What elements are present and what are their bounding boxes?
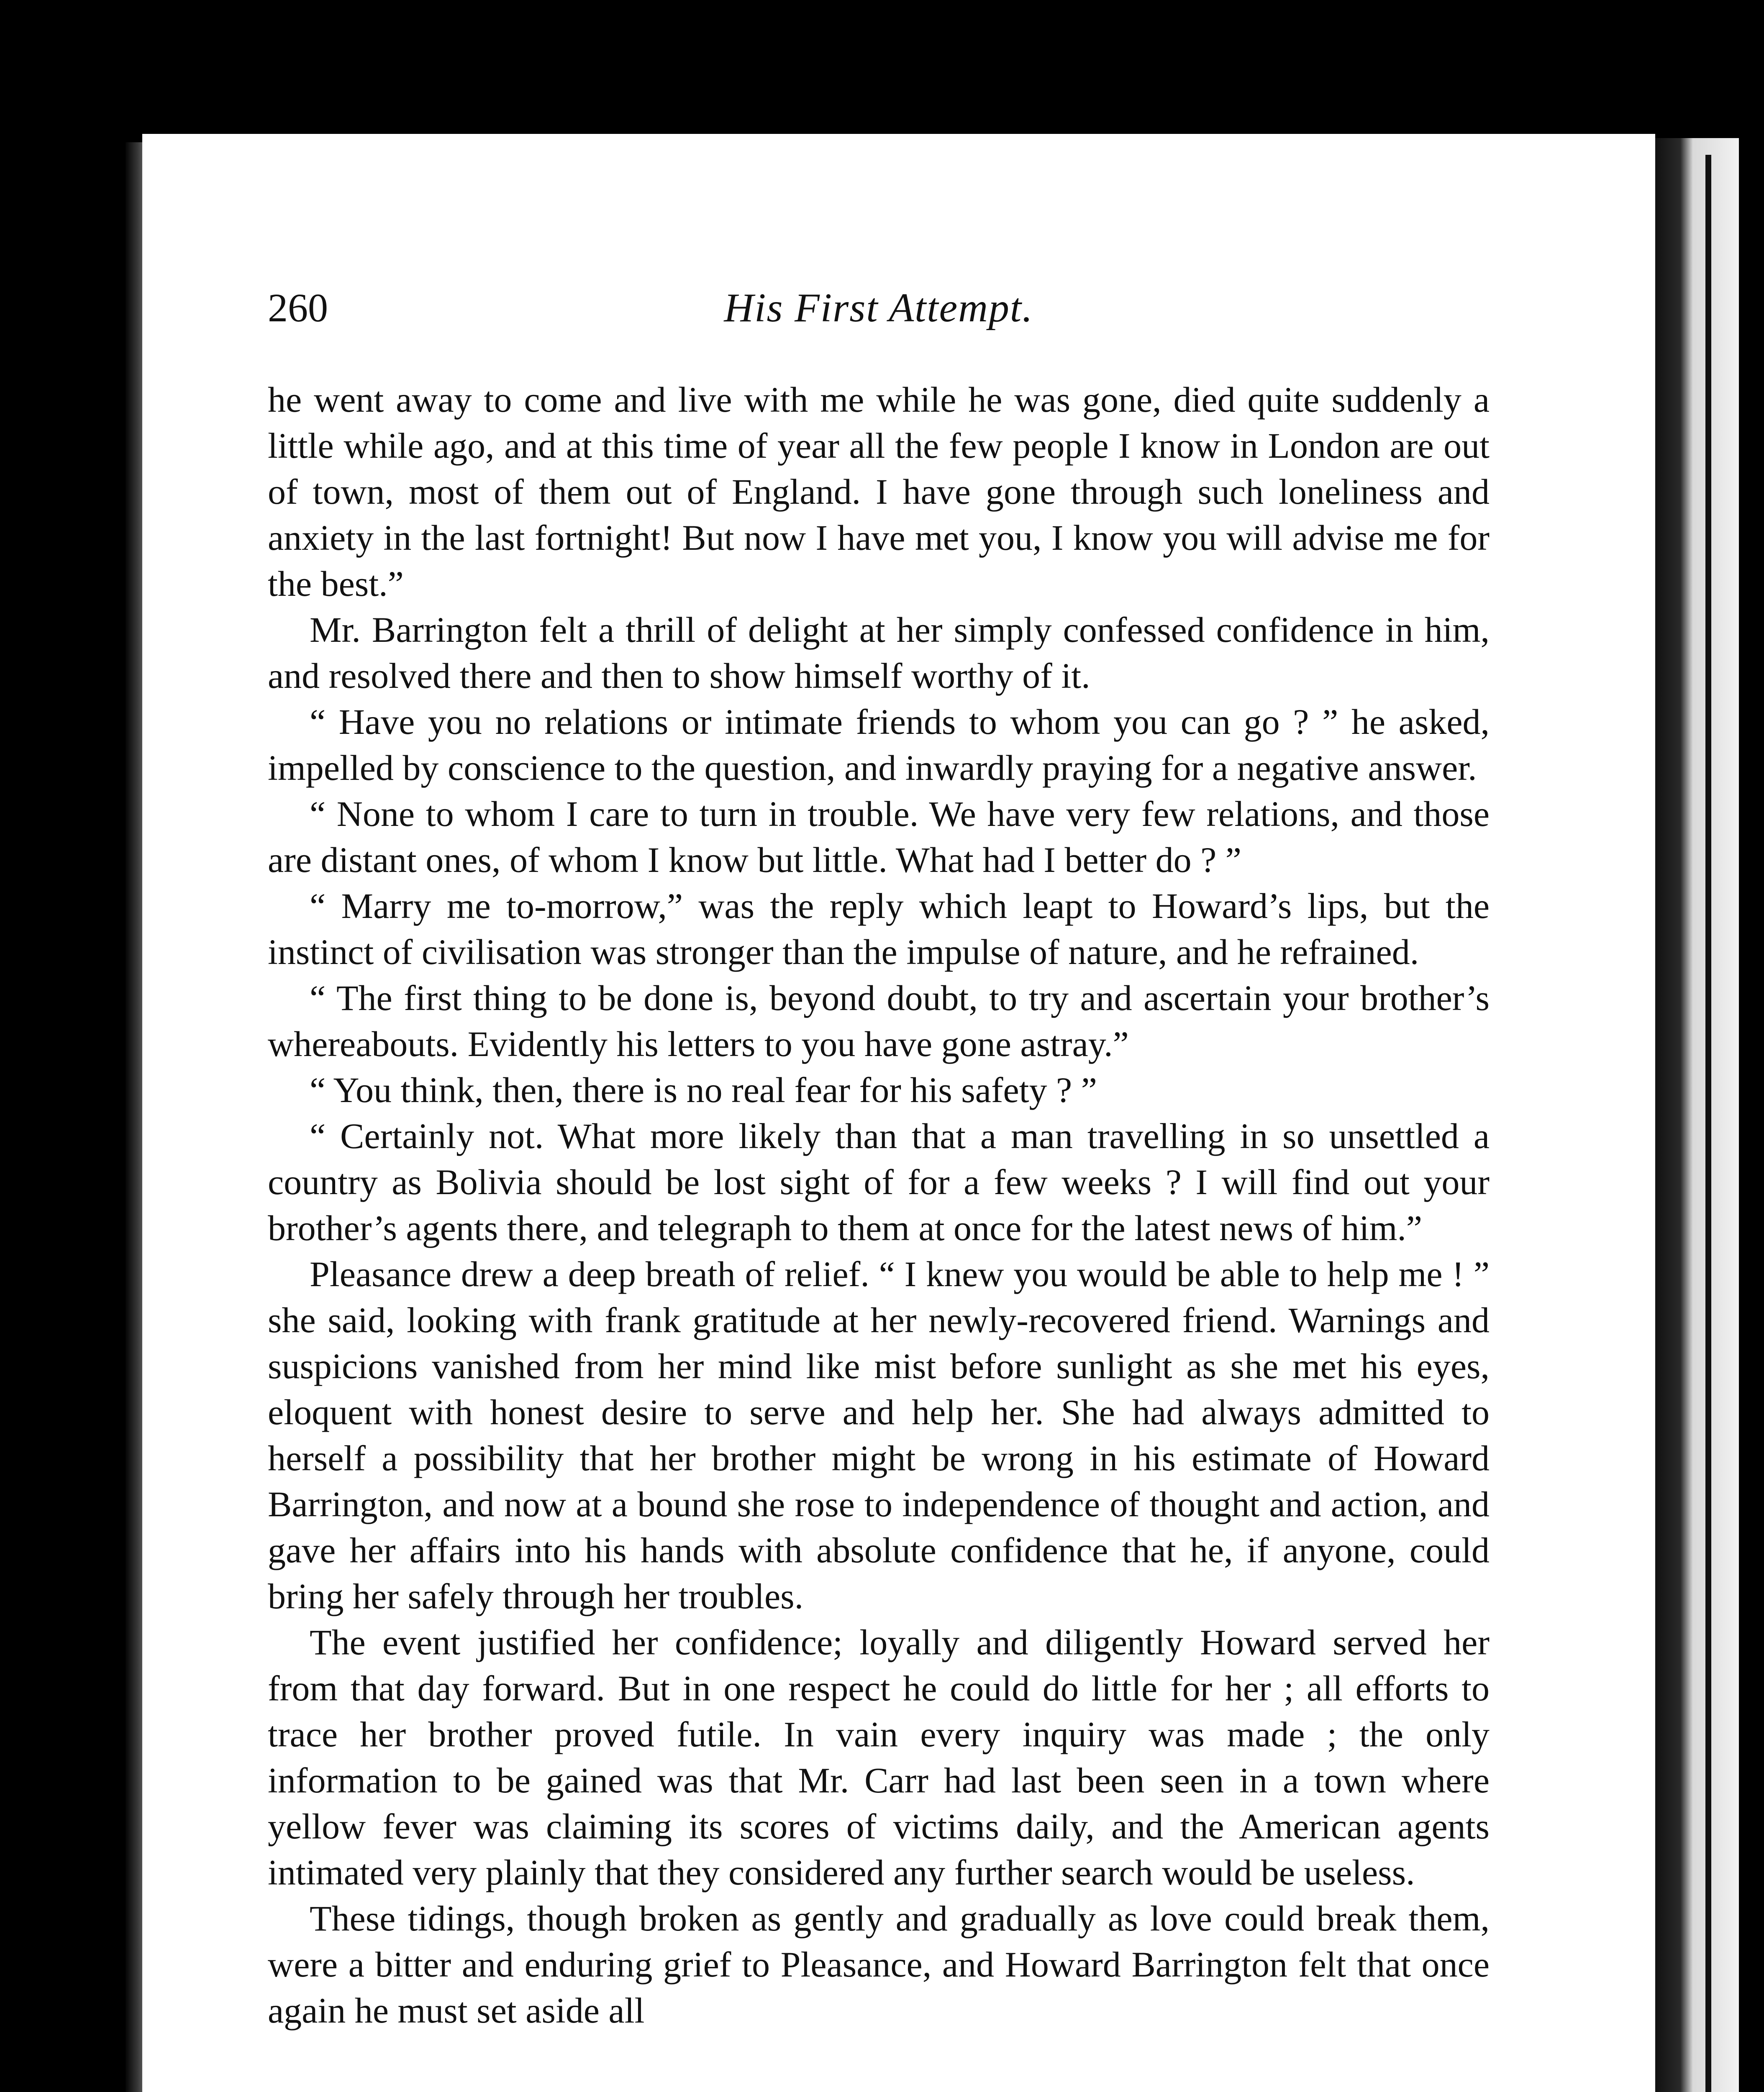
- paragraph: “ You think, then, there is no real fear for his safety ? ”: [310, 1070, 1097, 1110]
- paragraph: “ The first thing to be done is, beyond doubt, to try and ascertain your brother’s whereabouts. Evidently his letters to you have gone astray.”: [268, 978, 1490, 1064]
- body-text: [268, 377, 1490, 2033]
- paragraph: “ Marry me to-morrow,” was the reply which leapt to Howard’s lips, but the instinct of civilisation was stronger than the impulse of nature, and he refrained.: [268, 886, 1490, 972]
- paragraph: he went away to come and live with me while he was gone, died quite suddenly a little while ago, and at this time of year all the few people I know in London are out of town, most of them out of England. I have gone through such loneliness and anxiety in the last fortnight! But now I have met you, I know you will advise me for the best.”: [268, 379, 1490, 604]
- paragraph: Mr. Barrington felt a thrill of delight at her simply confessed confidence in him, and resolved there and then to show himself worthy of it.: [268, 610, 1490, 696]
- gutter-line: [1705, 155, 1711, 2092]
- paragraph: “ Certainly not. What more likely than that a man travelling in so unsettled a country as Bolivia should be lost sight of for a few weeks ? I will find out your brother’s agents there, and telegraph to them at once for the latest news of him.”: [268, 1116, 1490, 1248]
- paragraph: “ None to whom I care to turn in trouble. We have very few relations, and those are distant ones, of whom I know but little. What had I better do ? ”: [268, 794, 1490, 880]
- paragraph: These tidings, though broken as gently and gradually as love could break them, were a bitter and enduring grief to Pleasance, and Howard Barrington felt that once again he must set aside all: [268, 1898, 1490, 2030]
- paragraph: “ Have you no relations or intimate friends to whom you can go ? ” he asked, impelled by conscience to the question, and inwardly praying for a negative answer.: [268, 702, 1490, 788]
- page-number: 260: [268, 285, 328, 330]
- page-header: [268, 285, 1490, 335]
- paragraph: Pleasance drew a deep breath of relief. “ I knew you would be able to help me ! ” she said, looking with frank gratitude at her newly-recovered friend. Warnings and suspicions vanished from her mind like mist before sunlight as she met his eyes, eloquent with honest desire to serve and help her. She had always admitted to herself a possibility that her brother might be wrong in his estimate of Howard Barrington, and now at a bound she rose to independence of thought and action, and gave her affairs into his hands with absolute confidence that he, if anyone, could bring her safely through her troubles.: [268, 1254, 1490, 1616]
- paragraph: The event justified her confidence; loyally and diligently Howard served her from that day forward. But in one respect he could do little for her ; all efforts to trace her brother proved futile. In vain every inquiry was made ; the only information to be gained was that Mr. Carr had last been seen in a town where yellow fever was claiming its scores of victims daily, and the American agents intimated very plainly that they considered any further search would be useless.: [268, 1622, 1490, 1892]
- page-gutter: [1655, 138, 1739, 2092]
- running-title: His First Attempt.: [724, 285, 1033, 331]
